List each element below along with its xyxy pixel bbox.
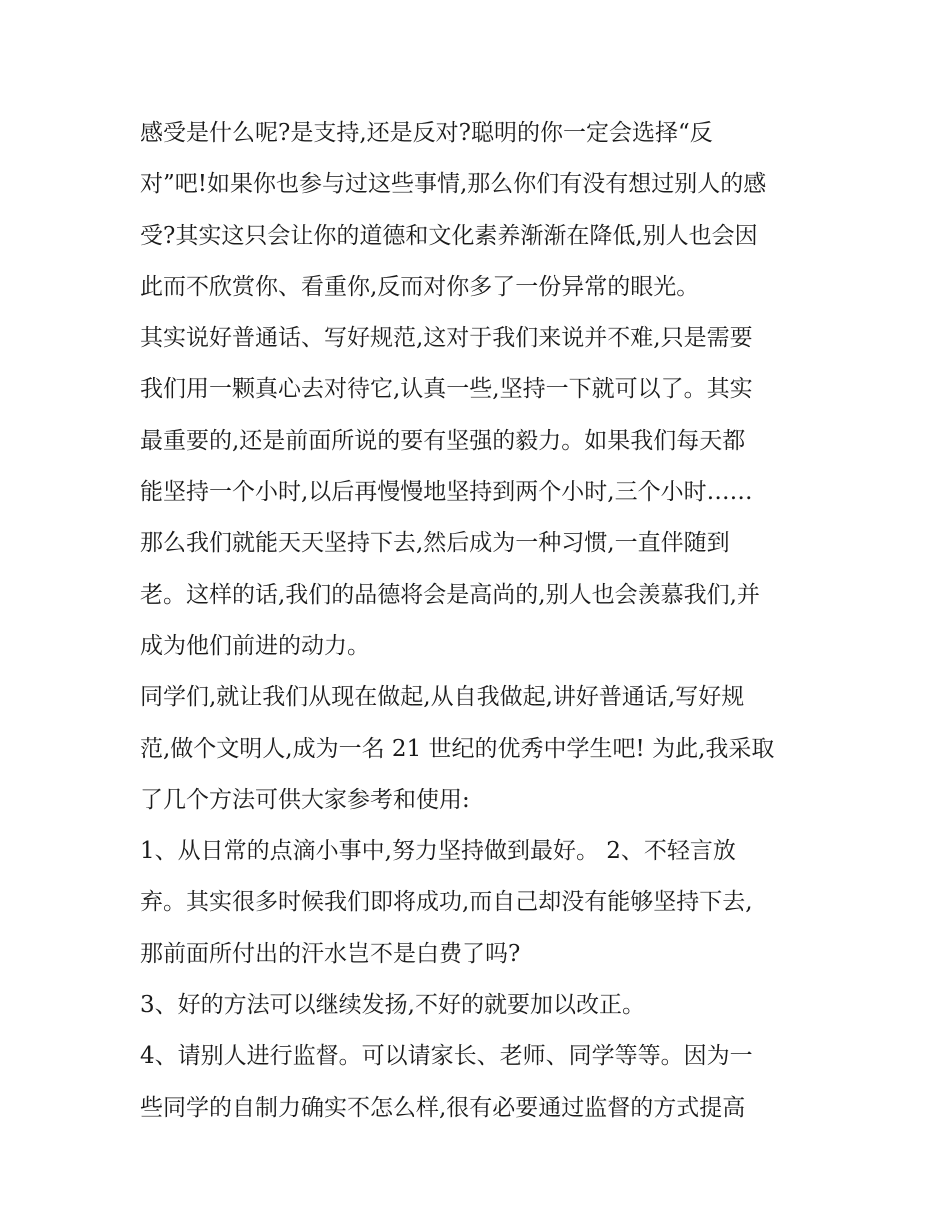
text-line-6: 我们用一颗真心去对待它,认真一些,坚持一下就可以了。其实 bbox=[140, 376, 753, 403]
text-line-13: 范,做个文明人,成为一名 21 世纪的优秀中学生吧! 为此,我采取 bbox=[140, 735, 775, 762]
text-line-15: 1、从日常的点滴小事中,努力坚持做到最好。 2、不轻言放 bbox=[140, 838, 736, 865]
text-line-20: 些同学的自制力确实不怎么样,很有必要通过监督的方式提高 bbox=[140, 1094, 746, 1121]
text-line-12: 同学们,就让我们从现在做起,从自我做起,讲好普通话,写好规 bbox=[140, 684, 745, 711]
text-line-2: 对”吧!如果你也参与过这些事情,那么你们有没有想过别人的感 bbox=[140, 171, 767, 198]
text-line-11: 成为他们前进的动力。 bbox=[140, 632, 370, 659]
document-body bbox=[140, 108, 820, 1134]
text-line-8: 能坚持一个小时,以后再慢慢地坚持到两个小时,三个小时…… bbox=[140, 479, 753, 506]
text-line-9: 那么我们就能天天坚持下去,然后成为一种习惯,一直伴随到 bbox=[140, 530, 730, 557]
text-line-1: 感受是什么呢?是支持,还是反对?聪明的你一定会选择“反 bbox=[140, 120, 713, 146]
text-line-19: 4、请别人进行监督。可以请家长、老师、同学等等。因为一 bbox=[140, 1043, 753, 1070]
text-line-3: 受?其实这只会让你的道德和文化素养渐渐在降低,别人也会因 bbox=[140, 222, 758, 249]
text-line-17: 那前面所付出的汗水岂不是白费了吗? bbox=[140, 940, 521, 967]
text-line-10: 老。这样的话,我们的品德将会是高尚的,别人也会羡慕我们,并 bbox=[140, 581, 760, 608]
text-line-7: 最重要的,还是前面所说的要有坚强的毅力。如果我们每天都 bbox=[140, 427, 746, 454]
text-line-14: 了几个方法可供大家参考和使用: bbox=[140, 786, 470, 813]
text-line-5: 其实说好普通话、写好规范,这对于我们来说并不难,只是需要 bbox=[140, 325, 753, 352]
text-line-18: 3、好的方法可以继续发扬,不好的就要加以改正。 bbox=[140, 992, 645, 1019]
text-line-16: 弃。其实很多时候我们即将成功,而自己却没有能够坚持下去, bbox=[140, 889, 753, 916]
text-line-4: 此而不欣赏你、看重你,反而对你多了一份异常的眼光。 bbox=[140, 273, 700, 300]
